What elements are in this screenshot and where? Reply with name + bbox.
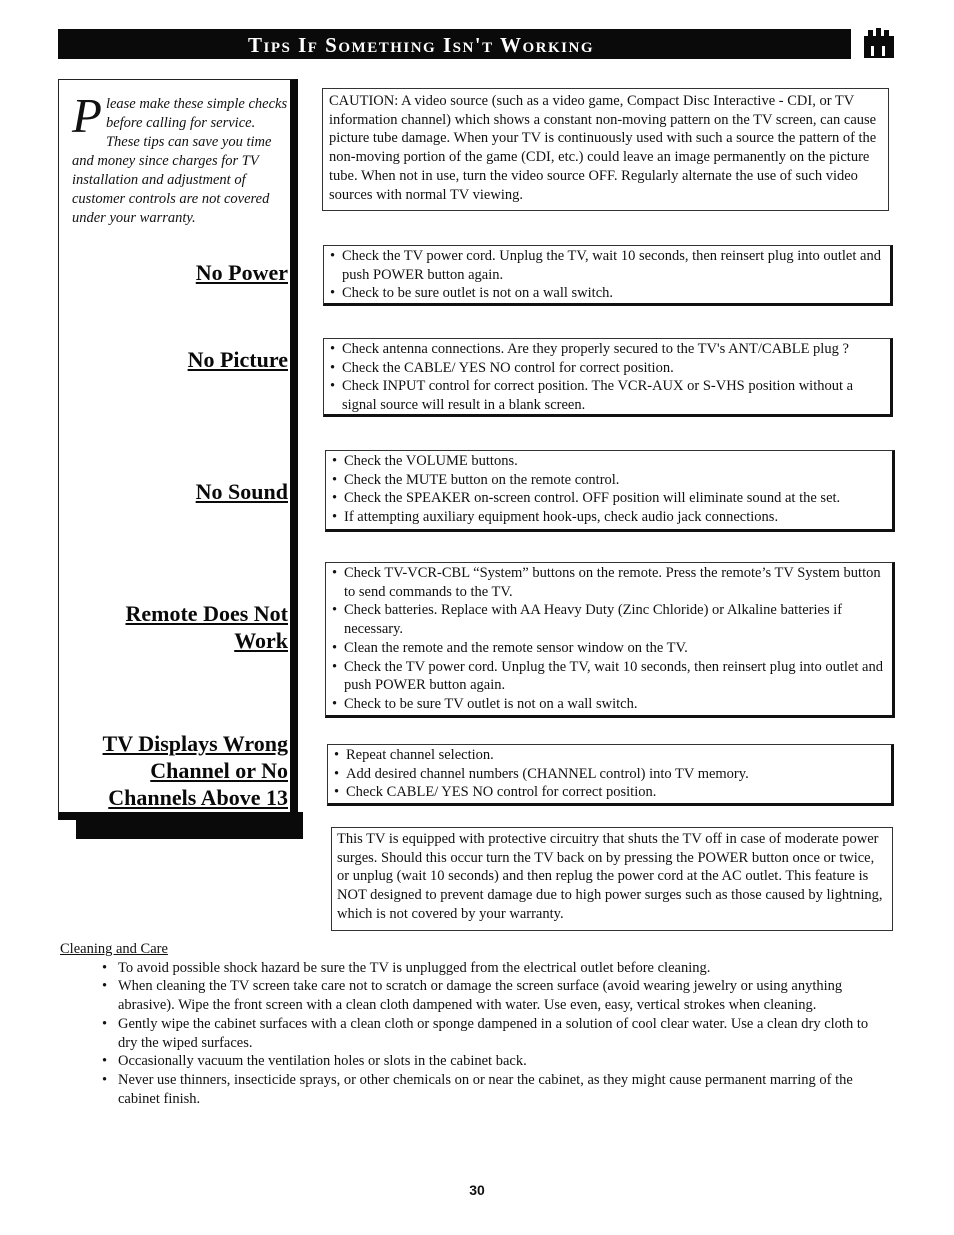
list-item: • To avoid possible shock hazard be sure the TV is unplugged from the electrical outlet before cleaning. [118,959,890,978]
drop-cap: P [72,88,102,143]
cleaning-section [60,940,890,1108]
list-item: • Check CABLE/ YES NO control for correct position. [332,783,887,802]
list-item: • Occasionally vacuum the ventilation holes or slots in the cabinet back. [118,1052,890,1071]
intro-text: lease make these simple checks before calling for service. These tips can save you time and money since charges for TV installation and adjustment of customer controls are not covered under your warranty. [72,96,288,226]
surge-note-box [331,827,893,931]
list-item: • Check antenna connections. Are they properly secured to the TV's ANT/CABLE plug ? [328,340,886,359]
brand-logo-icon [858,26,900,60]
intro-note [72,88,290,228]
no-sound-box [325,450,895,532]
panel-shadow [76,812,303,839]
caution-text: CAUTION: A video source (such as a video game, Compact Disc Interactive - CDI, or TV information channel) which shows a constant non-moving pattern on the TV screen, can cause picture tube damage. When your TV is continuously used with such a source the pattern of the non-moving portion of the game (CDI, etc.) could leave an image permanently on the picture tube. When not in use, turn the video source OFF. Regularly alternate the use of such video sources with normal TV viewing. [329,93,877,203]
heading-no-picture: No Picture [187,347,288,372]
heading-wrong-channel: TV Displays Wrong Channel or No Channels Above 13 [102,731,288,810]
list-item: • Repeat channel selection. [332,746,887,765]
list-item: • Check TV-VCR-CBL “System” buttons on the remote. Press the remote’s TV System button to send commands to the TV. [330,564,888,601]
list-item: • Check to be sure TV outlet is not on a wall switch. [330,695,888,714]
list-item: • Check INPUT control for correct position. The VCR-AUX or S-VHS position without a signal source will result in a blank screen. [328,377,886,414]
no-picture-box [323,338,893,417]
list-item: • Add desired channel numbers (CHANNEL control) into TV memory. [332,765,887,784]
list-item: • Check the VOLUME buttons. [330,452,888,471]
list-item: • Check the TV power cord. Unplug the TV, wait 10 seconds, then reinsert plug into outlet and push POWER button again. [328,247,886,284]
wrong-channel-box [327,744,894,806]
list-item: • Check the MUTE button on the remote control. [330,471,888,490]
list-item: • Gently wipe the cabinet surfaces with a clean cloth or sponge dampened in a solution of cool clear water. Use a clean dry cloth to dry the wiped surfaces. [118,1015,890,1052]
list-item: • When cleaning the TV screen take care not to scratch or damage the screen surface (avoid wearing jewelry or using anything abrasive). Wipe the front screen with a clean cloth dampened with water. Use even, easy, vertical strokes when cleaning. [118,977,890,1014]
list-item: • Check the TV power cord. Unplug the TV, wait 10 seconds, then reinsert plug into outlet and push POWER button again. [330,658,888,695]
heading-remote: Remote Does Not Work [125,601,288,653]
list-item: • Check batteries. Replace with AA Heavy Duty (Zinc Chloride) or Alkaline batteries if necessary. [330,601,888,638]
cleaning-title: Cleaning and Care [60,941,168,957]
list-item: • Check the CABLE/ YES NO control for correct position. [328,359,886,378]
list-item: • Check to be sure outlet is not on a wall switch. [328,284,886,303]
heading-no-power: No Power [195,260,288,285]
list-item: • Clean the remote and the remote sensor window on the TV. [330,639,888,658]
list-item: • Check the SPEAKER on-screen control. OFF position will eliminate sound at the set. [330,489,888,508]
caution-box [322,88,889,211]
page-title: Tips If Something Isn't Working [58,29,851,59]
list-item: • If attempting auxiliary equipment hook-ups, check audio jack connections. [330,508,888,527]
page-number: 30 [469,1182,485,1198]
remote-box [325,562,895,718]
heading-no-sound: No Sound [195,479,288,504]
no-power-box [323,245,893,306]
surge-note-text: This TV is equipped with protective circuitry that shuts the TV off in case of moderate power surges. Should this occur turn the TV back on by pressing the POWER button once or twice, or unplug (wait 10 seconds) and then replug the power cord at the AC outlet. This feature is NOT designed to prevent damage due to high power surges such as those caused by lightning, which is not covered by your warranty. [337,831,883,922]
list-item: • Never use thinners, insecticide sprays, or other chemicals on or near the cabinet, as they might cause permanent marring of the cabinet finish. [118,1071,890,1108]
